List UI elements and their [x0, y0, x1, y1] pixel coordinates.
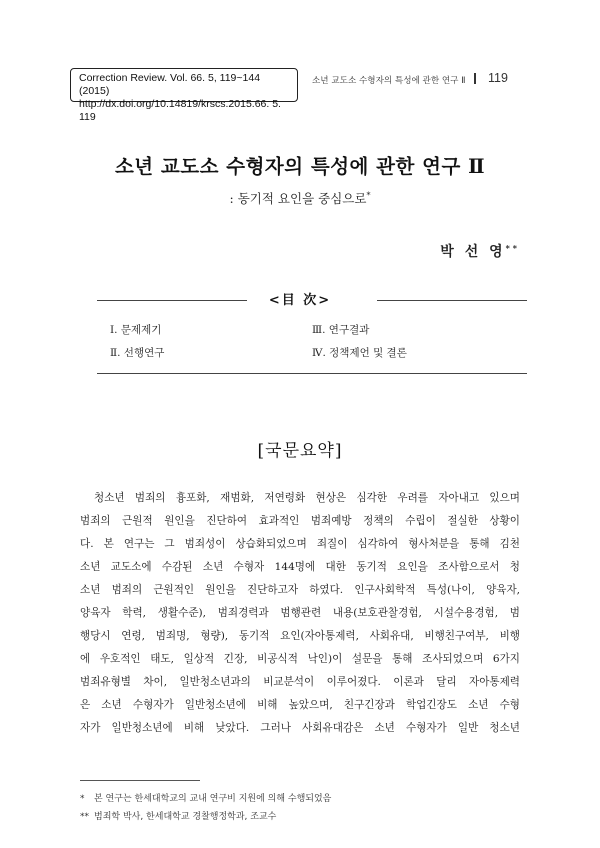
- abstract-line: 청소년 범죄의 흉포화, 재범화, 저연령화 현상은 심각한 우려를 자아내고 있으며: [94, 492, 520, 504]
- toc-bottom-rule: [97, 373, 527, 374]
- paper-subtitle: [0, 189, 600, 207]
- author-name: [440, 241, 520, 261]
- author-footnote-mark[interactable]: **: [505, 243, 520, 253]
- author-text: 박 선 영: [440, 244, 506, 260]
- toc-item[interactable]: Ⅰ. 문제제기: [110, 324, 162, 336]
- abstract-line: 행당시 연령, 범죄명, 형량), 동기적 요인(자아통제력, 사회유대, 비행친구여부, 비행: [80, 630, 520, 642]
- footnote-rule: [80, 780, 200, 781]
- subtitle-text: : 동기적 요인을 중심으로: [229, 191, 367, 206]
- abstract-line: 범죄의 근원적 원인을 진단하여 효과적인 범죄예방 정책의 수립이 절실한 상황이: [80, 515, 520, 527]
- toc-title: <目 次>: [268, 293, 332, 308]
- doi-link[interactable]: http://dx.doi.org/10.14819/krscs.2015.66. 5. 119: [79, 98, 281, 123]
- paper-title: 소년 교도소 수형자의 특성에 관한 연구 Ⅱ: [114, 155, 486, 178]
- toc-item[interactable]: Ⅱ. 선행연구: [110, 347, 165, 359]
- header-separator: [474, 73, 476, 84]
- page-number: 119: [488, 71, 508, 85]
- abstract-line: 자가 일반청소년에 비해 낮았다. 그러나 사회유대감은 소년 수형자가 일반 청소년: [80, 722, 520, 734]
- abstract-heading: [국문요약]: [257, 441, 343, 461]
- footnote-text: 본 연구는 한세대학교의 교내 연구비 지원에 의해 수행되었음: [94, 794, 332, 804]
- footnote: [80, 791, 331, 804]
- abstract-line: 범죄유형별 차이, 일반청소년과의 비교분석이 이루어졌다. 이론과 달리 자아통제력: [80, 676, 520, 688]
- footnote-mark: *: [80, 794, 85, 804]
- abstract-line: 소년 교도소에 수감된 소년 수형자 144명에 대한 동기적 요인을 조사함으로서 청: [80, 561, 520, 573]
- footnote-mark: **: [80, 812, 89, 822]
- journal-citation-box: [70, 68, 298, 123]
- running-title: 소년 교도소 수형자의 특성에 관한 연구 Ⅱ: [312, 76, 466, 86]
- footnote-text: 범죄학 박사, 한세대학교 경찰행정학과, 조교수: [94, 812, 277, 822]
- abstract-line: 양육자 학력, 생활수준), 범죄경력과 범행관련 내용(보호관찰경험, 시설수용경험, 범: [80, 607, 520, 619]
- abstract-line: 에 우호적인 태도, 일상적 긴장, 비공식적 낙인)이 설문을 통해 조사되었으며 6가지: [80, 653, 520, 665]
- footnote: [80, 809, 276, 822]
- subtitle-footnote-mark[interactable]: *: [366, 191, 371, 200]
- abstract-line: 은 소년 수형자가 일반청소년에 비해 높았으며, 친구긴장과 학업긴장도 소년 수형: [80, 699, 520, 711]
- toc-item[interactable]: Ⅳ. 정책제언 및 결론: [312, 347, 407, 359]
- abstract-line: 소년 범죄의 근원적인 원인을 진단하고자 하였다. 인구사회학적 특성(나이, 양육자,: [80, 584, 520, 596]
- abstract-line: 다. 본 연구는 그 범죄성이 상습화되었으며 죄질이 심각하여 형사처분을 통해 김천: [80, 538, 520, 550]
- toc-item[interactable]: Ⅲ. 연구결과: [312, 324, 370, 336]
- journal-line: Correction Review. Vol. 66. 5, 119~144 (2015): [79, 72, 261, 97]
